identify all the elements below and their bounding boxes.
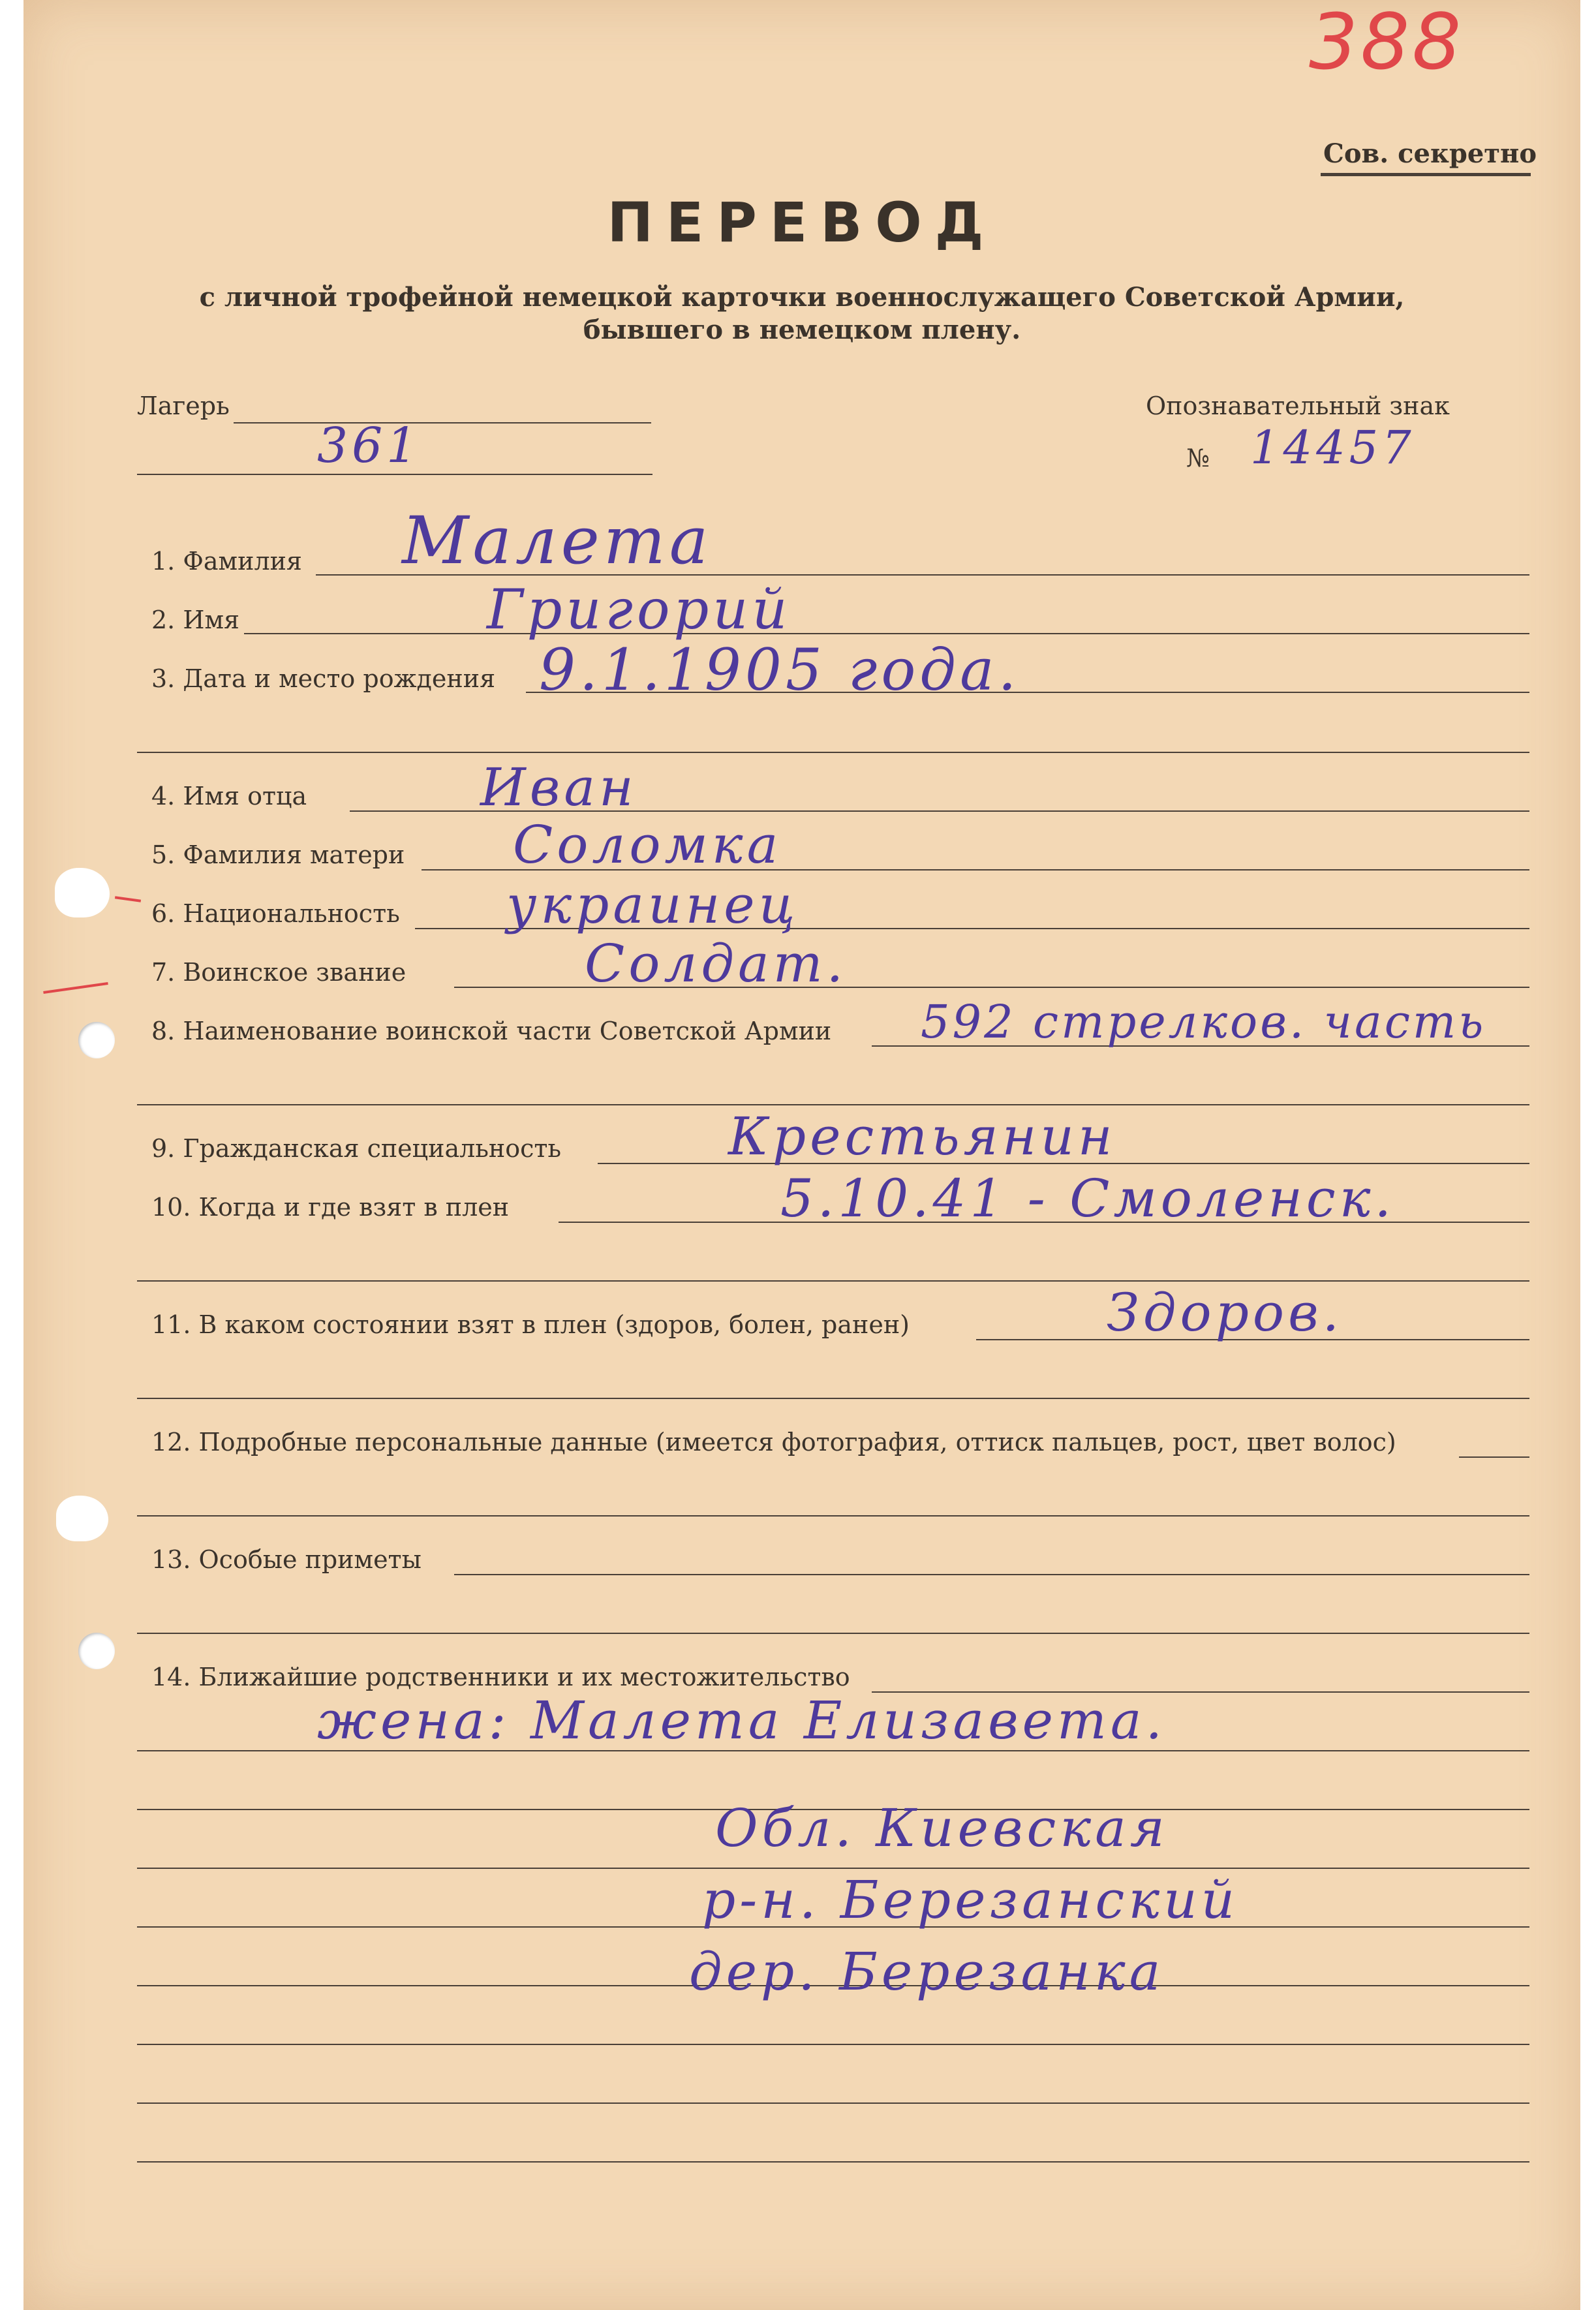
field-3-rule-2	[137, 752, 1529, 753]
field-7-value: Солдат.	[585, 933, 847, 994]
field-9-label-text: Гражданская специальность	[183, 1134, 562, 1163]
field-2-number: 2.	[151, 606, 176, 634]
field-5-value: Соломка	[513, 814, 782, 875]
red-margin-mark-2	[43, 982, 108, 994]
classification-underline	[1321, 173, 1531, 176]
relatives-line-4: дер. Березанка	[689, 1941, 1165, 2002]
red-margin-mark-1	[115, 896, 141, 902]
relatives-rule-3	[137, 1868, 1529, 1869]
relatives-line-3: р-н. Березанский	[702, 1870, 1239, 1930]
field-2-label-text: Имя	[183, 606, 240, 634]
field-5-label	[151, 840, 405, 869]
document-page	[23, 0, 1580, 2310]
torn-hole-2	[56, 1496, 108, 1541]
field-2-rule	[244, 633, 1529, 634]
field-7-label	[151, 958, 406, 987]
archive-number: 388	[1309, 0, 1464, 87]
field-1-label	[151, 547, 302, 576]
field-13-rule	[454, 1574, 1529, 1575]
field-6-label-text: Национальность	[183, 899, 400, 928]
field-4-label	[151, 782, 307, 810]
binder-hole-2	[78, 1633, 115, 1669]
field-5-label-text: Фамилия матери	[183, 840, 405, 869]
field-10-label-text: Когда и где взят в плен	[198, 1193, 510, 1222]
field-10-label	[151, 1193, 509, 1222]
subtitle-line-1: с личной трофейной немецкой карточки военнослужащего Советской Армии,	[199, 282, 1405, 313]
camp-rule-2	[137, 474, 652, 475]
relatives-rule-8	[137, 2161, 1529, 2163]
relatives-line-1: жена: Малета Елизавета.	[317, 1690, 1167, 1751]
field-8-value: 592 стрелков. часть	[921, 995, 1486, 1049]
field-14-label	[151, 1663, 850, 1691]
field-3-number: 3.	[151, 664, 176, 693]
field-3-label	[151, 664, 495, 693]
field-8-label-text: Наименование воинской части Советской Армии	[183, 1017, 832, 1045]
binder-hole-1	[78, 1022, 115, 1058]
field-12-rule	[1459, 1456, 1529, 1458]
field-3-label-text: Дата и место рождения	[183, 664, 496, 693]
field-4-value: Иван	[480, 757, 637, 818]
field-9-value: Крестьянин	[728, 1106, 1116, 1167]
relatives-line-2: Обл. Киевская	[715, 1798, 1169, 1858]
field-11-value: Здоров.	[1107, 1282, 1343, 1343]
field-8-number: 8.	[151, 1017, 176, 1045]
field-11-rule-2	[137, 1398, 1529, 1399]
field-8-rule-2	[137, 1104, 1529, 1105]
camp-label: Лагерь	[137, 392, 230, 420]
field-1-number: 1.	[151, 547, 176, 576]
field-14-label-text: Ближайшие родственники и их местожительство	[198, 1663, 850, 1691]
field-2-value: Григорий	[487, 578, 791, 641]
field-1-label-text: Фамилия	[183, 547, 302, 576]
field-7-label-text: Воинское звание	[183, 958, 407, 987]
field-7-number: 7.	[151, 958, 176, 987]
field-12-label-text: Подробные персональные данные (имеется фотография, оттиск пальцев, рост, цвет волос)	[198, 1428, 1396, 1456]
field-12-number: 12.	[151, 1428, 191, 1456]
id-tag-label: Опознавательный знак	[1146, 392, 1450, 420]
field-3-value: 9.1.1905 года.	[539, 636, 1021, 703]
field-13-label	[151, 1545, 422, 1574]
field-11-label-text: В каком состоянии взят в плен (здоров, болен, ранен)	[198, 1310, 910, 1339]
field-13-rule-2	[137, 1633, 1529, 1634]
field-4-number: 4.	[151, 782, 176, 810]
field-6-number: 6.	[151, 899, 176, 928]
field-13-number: 13.	[151, 1545, 191, 1574]
field-6-value: украинец	[506, 874, 799, 935]
field-5-number: 5.	[151, 840, 176, 869]
field-10-rule-2	[137, 1280, 1529, 1282]
field-10-value: 5.10.41 - Смоленск.	[780, 1168, 1395, 1229]
subtitle-line-2: бывшего в немецком плену.	[583, 315, 1021, 345]
relatives-rule-7	[137, 2102, 1529, 2104]
field-13-label-text: Особые приметы	[198, 1545, 422, 1574]
field-9-label	[151, 1134, 561, 1163]
field-10-number: 10.	[151, 1193, 191, 1222]
relatives-rule-6	[137, 2044, 1529, 2045]
id-tag-number-sign: №	[1186, 444, 1210, 472]
field-9-number: 9.	[151, 1134, 176, 1163]
camp-rule-1	[234, 422, 651, 424]
field-8-label	[151, 1017, 831, 1045]
classification-label: Сов. секретно	[1323, 138, 1537, 169]
field-1-value: Малета	[402, 502, 713, 579]
id-tag-value: 14457	[1250, 421, 1415, 474]
field-11-label	[151, 1310, 910, 1339]
torn-hole-1	[55, 868, 110, 917]
field-2-label	[151, 606, 239, 634]
field-12-rule-2	[137, 1515, 1529, 1517]
field-14-number: 14.	[151, 1663, 191, 1691]
field-11-number: 11.	[151, 1310, 191, 1339]
field-6-label	[151, 899, 400, 928]
field-12-label	[151, 1428, 1396, 1456]
page-title: ПЕРЕВОД	[607, 191, 997, 254]
camp-value: 361	[317, 418, 422, 474]
field-4-label-text: Имя отца	[183, 782, 307, 810]
